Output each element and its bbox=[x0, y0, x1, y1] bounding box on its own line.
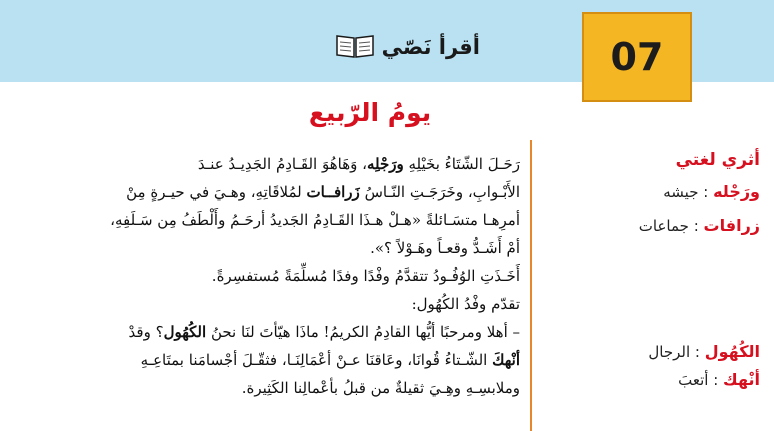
glossary-word: ورَجْله bbox=[713, 182, 760, 201]
column-divider bbox=[530, 140, 532, 431]
glossary-meaning: : جماعات bbox=[638, 217, 699, 235]
glossary-meaning: : أتعبَ bbox=[678, 371, 719, 389]
passage-line: أمرِهـا متسَـائلةً «هـلْ هـذَا القَـادِمُ الجَديدُ أرحَـمُ وأَلْطَفُ مِن سَـلَفِهِ، bbox=[110, 211, 520, 229]
passage-line: رَحَـلَ الشّتَاءُ بخَيْلِهِ ورَجْلِه، وَهَاهُوَ القَـادِمُ الجَدِيـدُ عنـدَ bbox=[197, 155, 520, 173]
passage bbox=[60, 150, 520, 402]
passage-line: الأَبْـوابِ، وخَرَجَـتِ النّـاسُ زَرافــات لمُلاقَاتِهِ، وهـيَ في حيـرةٍ مِنْ bbox=[126, 183, 520, 201]
section-title bbox=[300, 32, 480, 62]
lesson-title: يومُ الرّبيع bbox=[308, 98, 432, 127]
passage-line: تقدّم وفْدُ الكُهُول: bbox=[411, 295, 520, 313]
glossary-item bbox=[540, 370, 760, 389]
glossary-heading: أثري لغتي bbox=[675, 150, 760, 170]
passage-line: – أهلا ومرحبًا أيُّها القادِمُ الكريمُ! ماذَا هيّأتَ لنَا نحنُ الكُهُول؟ وقدْ bbox=[128, 323, 520, 341]
lesson-number: 07 bbox=[610, 35, 664, 79]
glossary-meaning: : الرجال bbox=[648, 343, 700, 361]
glossary-meaning: : جيشه bbox=[663, 183, 709, 201]
passage-line: أَخَـذَتِ الوُفُـودُ تتقدَّمُ وفْدًا وفدًا مُسلِّمَةً مُستفسِرةً. bbox=[211, 267, 520, 285]
section-title-text: أقرأ نَصّي bbox=[381, 35, 480, 59]
passage-line: أمْ أَشَـدُّ وقعـاً وهَـوْلاً ؟». bbox=[370, 239, 520, 257]
glossary-item bbox=[540, 182, 760, 201]
lesson-number-badge bbox=[582, 12, 692, 102]
passage-line: أنْهكَ الشّـتاءُ قُوانَا، وعَاقنَا عـنْ أعْمَالِنَـا، فثقّـلَ أجْسامَنا بمتَاعِـهِ bbox=[140, 351, 520, 369]
glossary-word: زرافات bbox=[703, 216, 760, 235]
open-book-icon bbox=[334, 32, 376, 63]
passage-line: وملابسِـهِ وهِـيَ ثقيلةٌ من قبلُ بأعْمالِنا الكَثِيرة. bbox=[241, 379, 520, 397]
glossary-word: الكُهُول bbox=[704, 342, 760, 361]
glossary-word: أنْهك bbox=[723, 370, 760, 389]
glossary-item bbox=[540, 216, 760, 235]
glossary-item bbox=[540, 342, 760, 361]
